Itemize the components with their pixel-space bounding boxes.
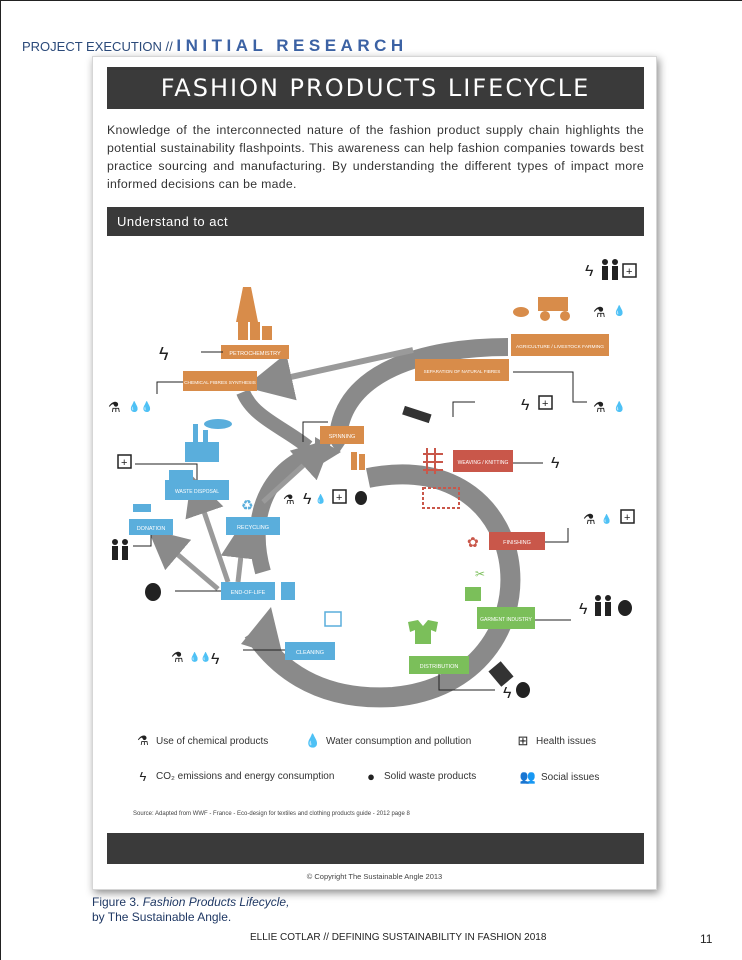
truck-icon-waste (169, 470, 193, 480)
svg-text:ϟ: ϟ (579, 601, 588, 618)
source-note: Source: Adapted from WWF - France - Eco-design for textiles and clothing products guide - 2012 page 8 (133, 811, 410, 817)
stage-donation-label: DONATION (136, 526, 166, 532)
flask-icon: ⚗ (137, 733, 149, 748)
lifecycle-poster (92, 56, 657, 890)
impact-cluster-top-right (585, 259, 636, 280)
svg-text:💧: 💧 (601, 514, 613, 524)
stage-agriculture-label: AGRICULTURE / LIVESTOCK FARMING (515, 345, 605, 350)
svg-text:💧: 💧 (613, 402, 626, 413)
legend-co2: ϟ CO₂ emissions and energy consumption (133, 769, 334, 784)
svg-text:⚗: ⚗ (108, 399, 121, 415)
impact-cluster-agriculture-chemicals (593, 304, 625, 320)
stage-separation-label: SEPARATION OF NATURAL FIBRES (423, 369, 501, 374)
flower-icon: ✿ (467, 534, 479, 550)
page-border-top (0, 0, 742, 1)
caption-byline: by The Sustainable Angle. (92, 910, 232, 924)
waste-bag-icon: ● (367, 769, 375, 784)
stage-weaving-label: WEAVING / KNITTING (457, 460, 509, 466)
caption-label: Figure 3. (92, 895, 140, 909)
svg-text:⚗: ⚗ (283, 492, 295, 507)
bin-icon (281, 582, 295, 600)
arrow-eol-waste (198, 494, 228, 582)
svg-text:⚗: ⚗ (593, 304, 606, 320)
sewing-machine-icon (465, 587, 481, 601)
stage-spinning-label: SPINNING (328, 434, 356, 440)
lightning-icon: ϟ (139, 769, 147, 784)
stage-chemical-fibres-label: CHEMICAL FIBRES SYNTHESIS (184, 381, 256, 386)
recycle-icon: ♻ (241, 497, 254, 513)
copyright-note: © Copyright The Sustainable Angle 2013 (306, 872, 443, 881)
oil-rig-icon (236, 287, 272, 340)
truck-icon-distribution (488, 661, 513, 687)
stage-petrochemistry-label: PETROCHEMISTRY (229, 351, 281, 357)
impact-cluster-cleaning (171, 649, 220, 668)
svg-text:ϟ: ϟ (503, 685, 512, 702)
impact-cluster-eol-waste (145, 583, 161, 601)
stage-distribution-label: DISTRIBUTION (419, 664, 459, 670)
svg-text:+: + (542, 398, 549, 410)
impact-cluster-distribution (503, 682, 530, 702)
impact-cluster-chemfibres (108, 399, 153, 415)
factory-icon (185, 419, 232, 462)
svg-text:ϟ: ϟ (159, 344, 169, 364)
svg-text:ϟ: ϟ (585, 263, 594, 280)
svg-text:+: + (626, 266, 633, 278)
page-number: 11 (700, 932, 713, 946)
svg-text:+: + (121, 457, 128, 469)
impact-cluster-petro (159, 344, 169, 364)
figure-caption (92, 895, 289, 925)
stage-recycling-label: RECYCLING (236, 525, 270, 531)
svg-text:⚗: ⚗ (583, 511, 596, 527)
tractor-icon (513, 297, 570, 321)
cycle-arrow-inner (258, 452, 323, 572)
poster-intro: Knowledge of the interconnected nature of the fashion product supply chain highlights the potential sustainability flashpoints. This awareness can help fashion companies towards best practice sourcing and manufacturing. By understanding the different types of impact more informed decisions can be made. (107, 123, 644, 191)
legend-water: 💧 Water consumption and pollution (304, 733, 472, 748)
people-icon: 👥 (519, 769, 537, 784)
header-prefix: PROJECT EXECUTION // (22, 39, 173, 54)
page-border-left (0, 0, 1, 960)
page-footer: ELLIE COTLAR // DEFINING SUSTAINABILITY IN FASHION 2018 (250, 932, 547, 943)
section-heading: Understand to act (107, 207, 644, 236)
spindle-icon (351, 452, 365, 470)
legend-health: ⊞ Health issues (513, 733, 596, 749)
page-header (22, 36, 408, 56)
poster-title: FASHION PRODUCTS LIFECYCLE (107, 67, 644, 109)
svg-text:ϟ: ϟ (303, 491, 312, 508)
stage-garment-label: GARMENT INDUSTRY (480, 617, 532, 623)
legend-social: 👥 Social issues (519, 769, 600, 784)
svg-text:ϟ: ϟ (551, 455, 560, 472)
impact-cluster-weaving (551, 455, 560, 472)
svg-text:ϟ: ϟ (521, 397, 530, 414)
stage-finishing-label: FINISHING (503, 540, 531, 546)
impact-cluster-spinning (283, 490, 367, 508)
donation-hands-icon (133, 504, 151, 512)
stage-end-of-life-label: END-OF-LIFE (230, 590, 266, 596)
weaving-grid-icon (423, 448, 443, 474)
truck-icon-transport (402, 406, 431, 423)
svg-text:⚗: ⚗ (593, 399, 606, 415)
health-cross-icon: ⊞ (517, 733, 529, 748)
header-emphasis: INITIAL RESEARCH (176, 36, 408, 55)
svg-text:💧: 💧 (613, 306, 626, 317)
stage-cleaning-label: CLEANING (295, 650, 325, 656)
water-drops-icon: 💧 (304, 733, 322, 748)
svg-text:+: + (336, 492, 343, 504)
legend-chemical: ⚗ Use of chemical products (133, 733, 268, 749)
legend-waste: ● Solid waste products (361, 769, 476, 784)
svg-text:+: + (624, 512, 631, 524)
scissors-icon: ✂ (475, 567, 486, 581)
svg-text:💧: 💧 (315, 494, 327, 504)
arrow-eol-recycling (238, 538, 243, 582)
poster-bottom-bar (107, 833, 644, 864)
caption-title: Fashion Products Lifecycle, (142, 895, 290, 909)
impact-cluster-finishing (583, 510, 634, 527)
svg-text:⚗: ⚗ (171, 649, 184, 665)
washing-icon (325, 612, 341, 626)
svg-text:💧💧: 💧💧 (128, 402, 153, 413)
arrow-from-petrochemistry (243, 392, 308, 447)
tshirt-icon (408, 620, 438, 644)
impact-cluster-donation (112, 539, 128, 560)
arrow-eol-donation (163, 542, 218, 589)
stage-waste-disposal-label: WASTE DISPOSAL (175, 489, 219, 495)
svg-text:💧💧: 💧💧 (189, 652, 212, 662)
lifecycle-diagram (93, 242, 656, 722)
impact-cluster-waste-disposal (118, 455, 131, 469)
svg-text:ϟ: ϟ (211, 651, 220, 668)
impact-cluster-garment (579, 595, 632, 618)
